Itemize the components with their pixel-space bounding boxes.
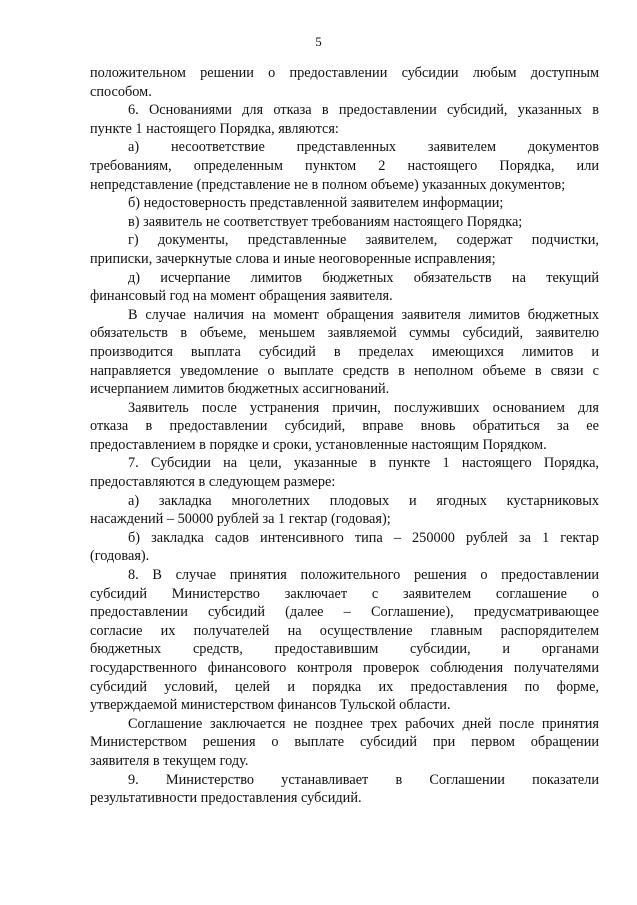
text-line: согласие их получателей на осуществление главным распорядителем xyxy=(90,622,599,639)
text-line: направляется уведомление о выплате средств в неполном объеме в связи с xyxy=(90,362,599,379)
text-line: пункте 1 настоящего Порядка, являются: xyxy=(90,120,339,137)
paragraph xyxy=(90,213,599,232)
text-line: 7. Субсидии на цели, указанные в пункте 1 настоящего Порядка, xyxy=(128,455,599,472)
text-line: приписки, зачеркнутые слова и иные неоговоренные исправления; xyxy=(90,250,496,267)
text-line: 8. В случае принятия положительного решения о предоставлении xyxy=(128,567,599,584)
text-line: а) закладка многолетних плодовых и ягодных кустарниковых xyxy=(128,492,599,509)
paragraph xyxy=(90,715,599,771)
text-line: г) документы, представленные заявителем, содержат подчистки, xyxy=(128,232,599,249)
text-line: Министерством решения о выплате субсидий при первом обращении xyxy=(90,734,599,751)
paragraph xyxy=(90,101,599,138)
text-line: Заявитель после устранения причин, послуживших основанием для xyxy=(128,399,599,416)
text-line: д) исчерпание лимитов бюджетных обязательств на текущий xyxy=(128,269,599,286)
document-body xyxy=(90,64,599,808)
text-line: государственного финансового контроля проверок соблюдения получателями xyxy=(90,660,599,676)
paragraph xyxy=(90,566,599,715)
text-line: насаждений – 50000 рублей за 1 гектар (годовая); xyxy=(90,511,391,528)
text-line: производится выплата субсидий в пределах имеющихся лимитов и xyxy=(90,343,599,360)
text-line: 9. Министерство устанавливает в Соглашении показатели xyxy=(128,771,599,788)
text-line: субсидий условий, целей и порядка их предоставления по форме, xyxy=(90,678,599,695)
text-line: требованиям, определенным пунктом 2 настоящего Порядка, или xyxy=(90,157,599,174)
text-line: б) закладка садов интенсивного типа – 250000 рублей за 1 гектар xyxy=(128,529,599,546)
text-line: (годовая). xyxy=(90,548,150,565)
text-line: б) недостоверность представленной заявителем информации; xyxy=(128,195,504,212)
paragraph xyxy=(90,529,599,566)
paragraph xyxy=(90,771,599,808)
text-line: а) несоответствие представленных заявителем документов xyxy=(128,139,599,156)
text-line: утверждаемой министерством финансов Тульской области. xyxy=(90,697,451,714)
paragraph xyxy=(90,399,599,455)
paragraph xyxy=(90,194,599,213)
text-line: предоставляются в следующем размере: xyxy=(90,474,336,491)
text-line: финансовый год на момент обращения заявителя. xyxy=(90,288,393,305)
text-line: исчерпанием лимитов бюджетных ассигнований. xyxy=(90,381,390,398)
text-line: заявителя в текущем году. xyxy=(90,752,249,769)
text-line: в) заявитель не соответствует требованиям настоящего Порядка; xyxy=(128,213,523,230)
paragraph xyxy=(90,64,599,101)
text-line: предоставлением в порядке и сроки, установленные настоящим Порядком. xyxy=(90,436,547,453)
paragraph xyxy=(90,454,599,491)
text-line: результативности предоставления субсидий. xyxy=(90,790,362,807)
text-line: обязательств в объеме, меньшем заявляемой суммы субсидий, заявителю xyxy=(90,325,599,342)
text-line: отказа в предоставлении субсидий, вправе вновь обратиться за ее xyxy=(90,418,599,435)
text-line: бюджетных средств, предоставившим субсидии, и органами xyxy=(90,641,599,658)
text-line: Соглашение заключается не позднее трех рабочих дней после принятия xyxy=(128,715,599,732)
text-line: 6. Основаниями для отказа в предоставлении субсидий, указанных в xyxy=(128,102,599,119)
text-line: непредставление (представление не в полном объеме) указанных документов; xyxy=(90,176,566,193)
text-line: положительном решении о предоставлении субсидии любым доступным xyxy=(90,65,599,81)
text-line: В случае наличия на момент обращения заявителя лимитов бюджетных xyxy=(128,306,599,323)
paragraph xyxy=(90,269,599,306)
page-number: 5 xyxy=(315,34,322,49)
paragraph xyxy=(90,492,599,529)
paragraph xyxy=(90,231,599,268)
paragraph xyxy=(90,138,599,194)
text-line: предоставлении субсидий (далее – Соглашение), предусматривающее xyxy=(90,604,599,621)
text-line: субсидий Министерство заключает с заявителем соглашение о xyxy=(90,585,599,602)
text-line: способом. xyxy=(90,83,152,100)
paragraph xyxy=(90,306,599,399)
